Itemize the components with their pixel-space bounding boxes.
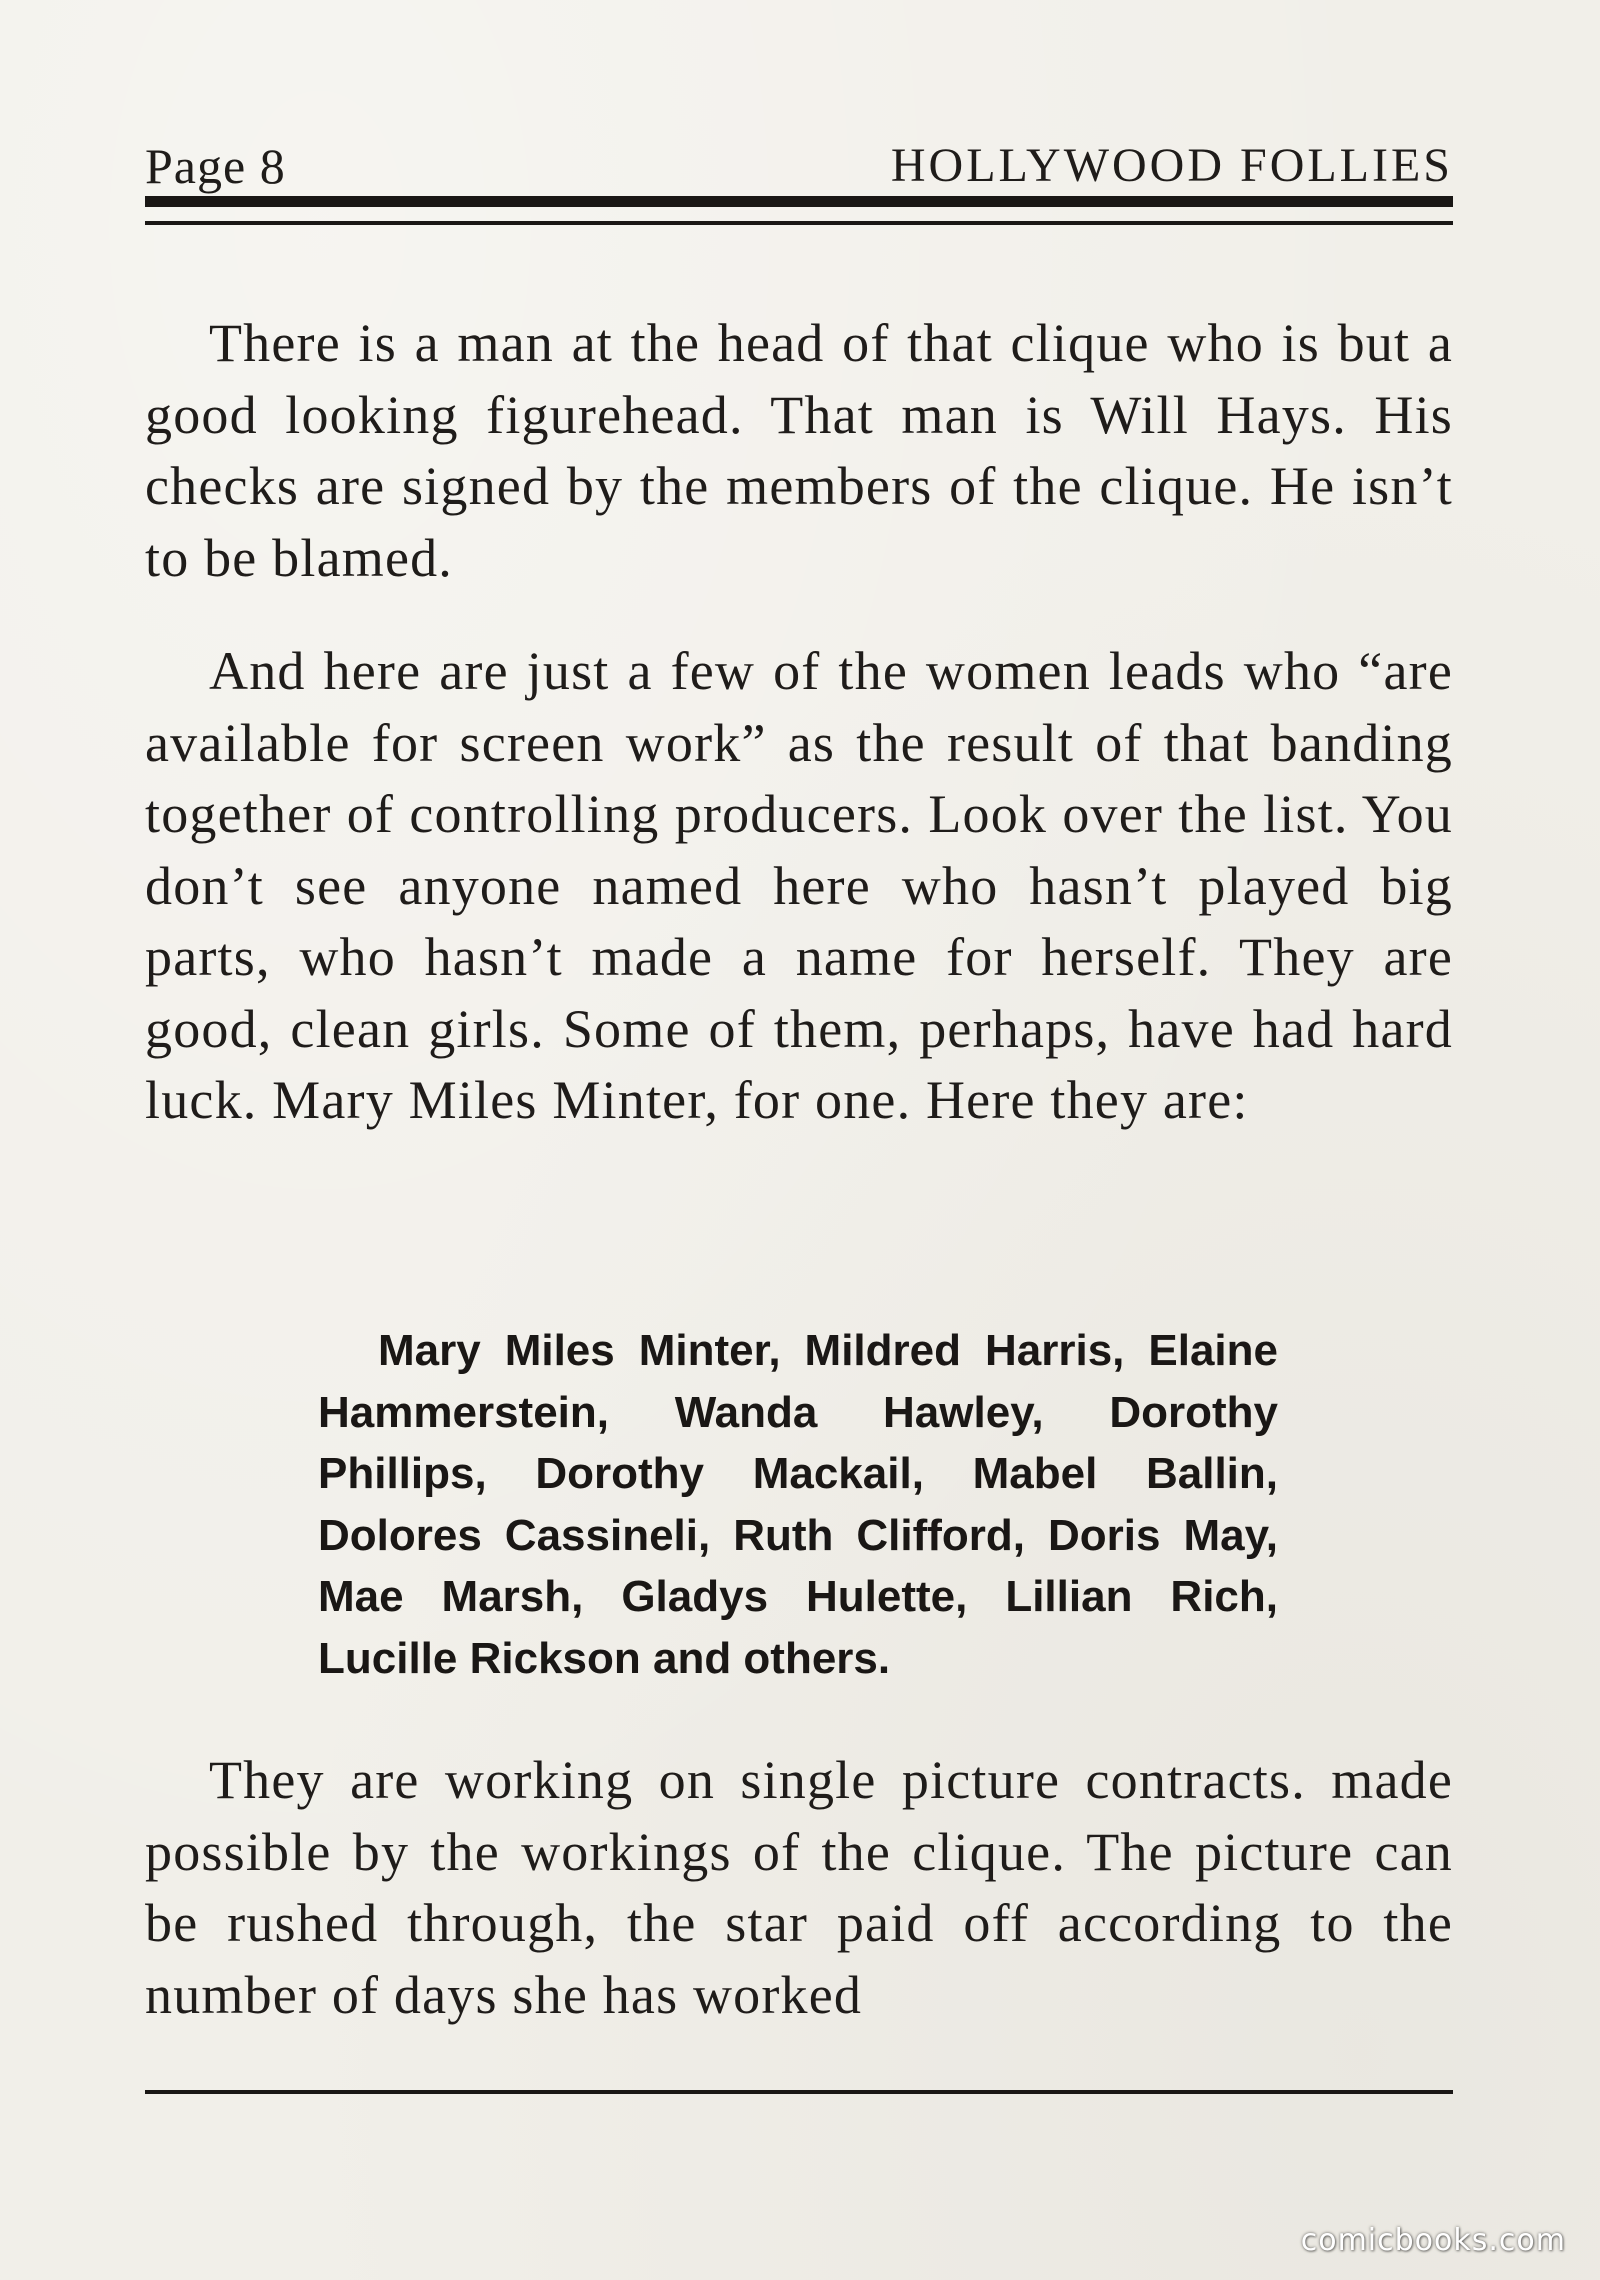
page-header (145, 138, 1453, 194)
page-number: Page 8 (145, 138, 286, 194)
paragraph-single-picture-contracts: They are working on single picture contracts. made possible by the workings of the clique. The picture can be rushed through, the star paid off according to the number of days she has worked (145, 1750, 1453, 2025)
header-rule-thin (145, 221, 1453, 225)
watermark: comicbooks.com (1300, 2223, 1566, 2258)
actress-names-list: Mary Miles Minter, Mildred Harris, Elaine Hammerstein, Wanda Hawley, Dorothy Phillips, Dorothy Mackail, Mabel Ballin, Dolores Cassineli, Ruth Clifford, Doris May, Mae Marsh, Gladys Hulette, Lillian Rich, Lucille Rickson and others. (318, 1326, 1278, 1683)
paragraph-will-hays: There is a man at the head of that clique who is but a good looking figurehead. That man is Will Hays. His checks are signed by the members of the clique. He isn’t to be blamed. (145, 313, 1453, 588)
running-title: HOLLYWOOD FOLLIES (890, 139, 1453, 192)
footer-rule (145, 2090, 1453, 2094)
paragraph-women-leads: And here are just a few of the women leads who “are available for screen work” as the result of that banding together of controlling producers. Look over the list. You don’t see anyone named here who hasn’t played big parts, who hasn’t made a name for herself. They are good, clean girls. Some of them, perhaps, have had hard luck. Mary Miles Minter, for one. Here they are: (145, 641, 1453, 1130)
header-rule-thick (145, 196, 1453, 207)
